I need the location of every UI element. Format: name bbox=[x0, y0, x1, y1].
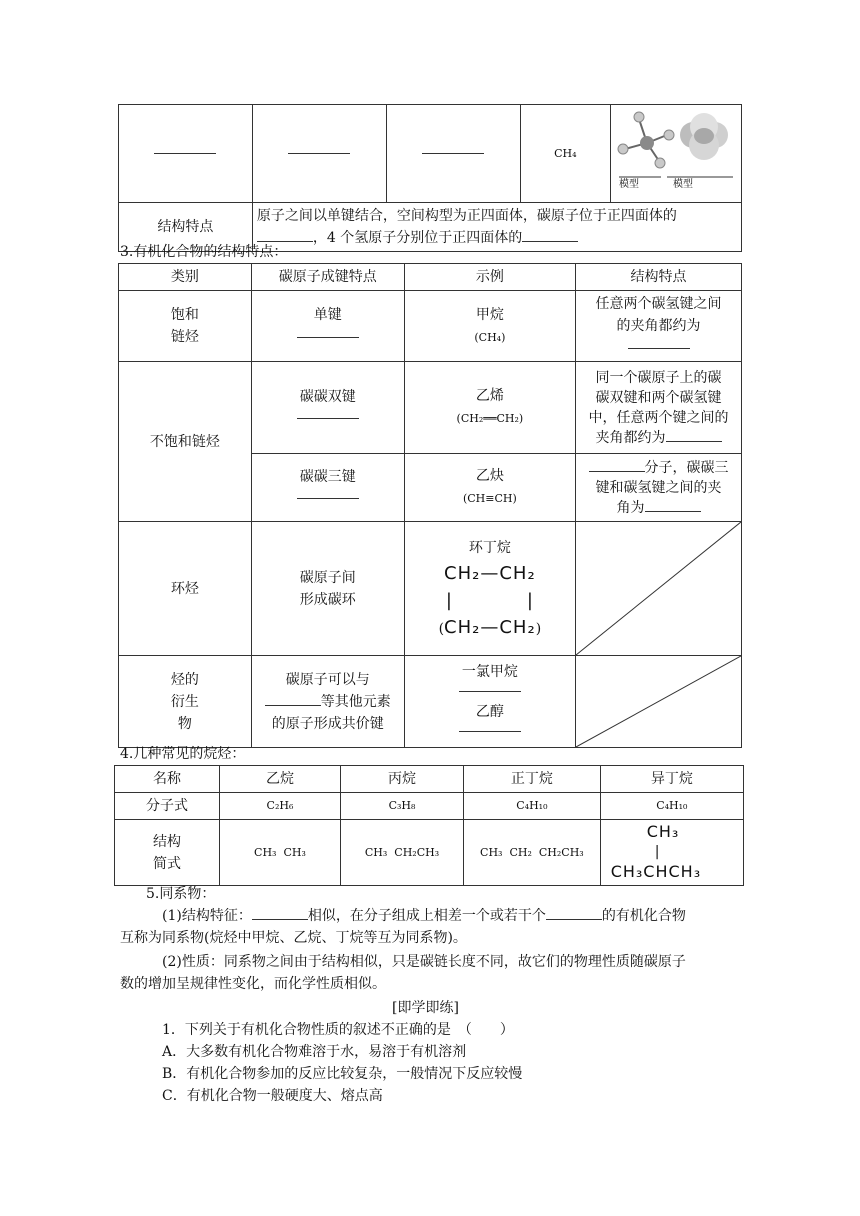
methane-models bbox=[610, 105, 741, 203]
header-category: 类别 bbox=[119, 264, 252, 291]
feature-2a: 同一个碳原子上的碳 bbox=[595, 369, 722, 386]
label-name: 名称 bbox=[115, 766, 220, 793]
bond-derivative-3: 的原子形成共价键 bbox=[271, 715, 384, 732]
cat-saturated-2: 链烃 bbox=[170, 329, 199, 345]
struct-ethane: CH₃ CH₃ bbox=[219, 820, 340, 886]
model-label-1: 模型 bbox=[618, 179, 639, 190]
cat-derivative-1: 烃的 bbox=[170, 671, 199, 688]
blank-3 bbox=[422, 153, 484, 154]
section-3-title: 3.有机化合物的结构特点： bbox=[120, 244, 288, 260]
blank-1 bbox=[154, 153, 216, 154]
option-b: B．有机化合物参加的反应比较复杂，一般情况下反应较慢 bbox=[162, 1066, 523, 1082]
paren-left: ( bbox=[438, 621, 445, 637]
bond-derivative-2: 等其他元素 bbox=[320, 693, 391, 710]
header-bond: 碳原子成键特点 bbox=[251, 264, 404, 291]
formula-ethane: C₂H₆ bbox=[219, 793, 340, 820]
structure-table bbox=[118, 263, 742, 748]
empty-diagonal-cell-2 bbox=[576, 656, 742, 748]
label-formula: 分子式 bbox=[115, 793, 220, 820]
model-label-2: 模型 bbox=[672, 179, 693, 190]
alkane-table bbox=[114, 765, 744, 886]
space-filling-model-icon bbox=[680, 113, 728, 160]
blank-2 bbox=[288, 153, 350, 154]
header-feature: 结构特点 bbox=[576, 264, 742, 291]
ball-and-stick-model-icon bbox=[618, 112, 674, 168]
struct-text-1: 原子之间以单键结合，空间构型为正四面体，碳原子位于正四面体的 bbox=[256, 208, 677, 224]
methane-table bbox=[118, 104, 742, 252]
struct-text-2: ，4 个氢原子分别位于正四面体的 bbox=[312, 230, 523, 246]
bond-derivative-1: 碳原子可以与 bbox=[285, 671, 370, 688]
header-example: 示例 bbox=[404, 264, 575, 291]
cyclobutane-bonds: | | bbox=[445, 590, 534, 611]
cat-cyclic: 环烃 bbox=[119, 522, 252, 656]
empty-diagonal-cell-1 bbox=[576, 522, 742, 656]
question-1: 1．下列关于有机化合物性质的叙述不正确的是 （ ） bbox=[162, 1022, 514, 1038]
feature-2b: 碳双键和两个碳氢键 bbox=[595, 389, 722, 406]
paren-right: ) bbox=[535, 621, 542, 637]
formula-propane: C₃H₈ bbox=[340, 793, 463, 820]
section-5-title: 5.同系物： bbox=[146, 886, 216, 902]
feature-2d: 夹角都约为 bbox=[595, 429, 666, 446]
cat-saturated-1: 饱和 bbox=[170, 307, 199, 323]
homolog-p1-a: (1)结构特征： bbox=[162, 908, 252, 924]
feature-3b: 键和碳氢键之间的夹 bbox=[595, 479, 722, 496]
homolog-p2-a: (2)性质：同系物之间由于结构相似，只是碳链长度不同，故它们的物理性质随碳原子 bbox=[162, 954, 686, 970]
feature-3c: 角为 bbox=[616, 499, 645, 516]
section-4-title: 4.几种常见的烷烃： bbox=[120, 746, 246, 762]
example-acetylene-formula: (CH≡CH) bbox=[462, 492, 517, 505]
isobutane-bottom: CH₃CHCH₃ bbox=[610, 862, 702, 881]
feature-1b: 的夹角都约为 bbox=[616, 318, 701, 334]
practice-title: [即学即练] bbox=[392, 1000, 459, 1016]
name-propane: 丙烷 bbox=[340, 766, 463, 793]
cyclobutane-row-1: CH₂—CH₂ bbox=[444, 563, 536, 584]
formula-isobutane: C₄H₁₀ bbox=[600, 793, 743, 820]
example-ethanol: 乙醇 bbox=[475, 703, 504, 720]
struct-n-butane: CH₃ CH₂ CH₂CH₃ bbox=[464, 820, 601, 886]
option-c: C．有机化合物一般硬度大、熔点高 bbox=[162, 1088, 383, 1104]
label-struct-1: 结构 bbox=[152, 833, 181, 850]
cat-derivative-3: 物 bbox=[177, 715, 192, 732]
struct-label: 结构特点 bbox=[119, 203, 253, 252]
bond-single: 单键 bbox=[313, 307, 342, 323]
cat-unsaturated: 不饱和链烃 bbox=[119, 362, 252, 522]
formula-n-butane: C₄H₁₀ bbox=[464, 793, 601, 820]
isobutane-top: CH₃ bbox=[646, 822, 680, 841]
bond-ring-1: 碳原子间 bbox=[299, 569, 356, 586]
example-acetylene: 乙炔 bbox=[475, 468, 504, 484]
isobutane-bond: | bbox=[654, 844, 661, 860]
example-ethylene-formula: (CH₂══CH₂) bbox=[456, 412, 524, 425]
homolog-p2-b: 数的增加呈规律性变化，而化学性质相似。 bbox=[120, 976, 386, 992]
label-struct-2: 简式 bbox=[152, 855, 181, 872]
example-ethylene: 乙烯 bbox=[475, 388, 504, 404]
feature-3a: 分子，碳碳三 bbox=[644, 459, 729, 476]
bond-ring-2: 形成碳环 bbox=[299, 591, 356, 608]
homolog-p1-c: 的有机化合物 bbox=[601, 908, 686, 924]
bond-triple: 碳碳三键 bbox=[299, 468, 356, 485]
homolog-p1-b: 相似，在分子组成上相差一个或若干个 bbox=[307, 908, 546, 924]
bond-double: 碳碳双键 bbox=[299, 388, 356, 405]
option-a: A．大多数有机化合物难溶于水，易溶于有机溶剂 bbox=[162, 1044, 467, 1060]
homolog-p1 bbox=[162, 906, 686, 926]
example-methane: 甲烷 bbox=[475, 306, 504, 323]
feature-2c: 中，任意两个键之间的 bbox=[588, 409, 729, 426]
cat-derivative-2: 衍生 bbox=[170, 693, 199, 710]
feature-1a: 任意两个碳氢键之间 bbox=[595, 296, 722, 312]
name-n-butane: 正丁烷 bbox=[464, 766, 601, 793]
example-methane-formula: (CH₄) bbox=[474, 330, 506, 344]
name-ethane: 乙烷 bbox=[219, 766, 340, 793]
name-isobutane: 异丁烷 bbox=[600, 766, 743, 793]
methane-formula: CH₄ bbox=[520, 105, 610, 203]
example-chloromethane: 一氯甲烷 bbox=[461, 663, 518, 680]
cyclobutane-row-2: CH₂—CH₂ bbox=[444, 617, 536, 638]
example-cyclobutane: 环丁烷 bbox=[468, 540, 511, 556]
homolog-p1-d: 互称为同系物(烷烃中甲烷、乙烷、丁烷等互为同系物)。 bbox=[120, 930, 467, 946]
struct-propane: CH₃ CH₂CH₃ bbox=[340, 820, 463, 886]
